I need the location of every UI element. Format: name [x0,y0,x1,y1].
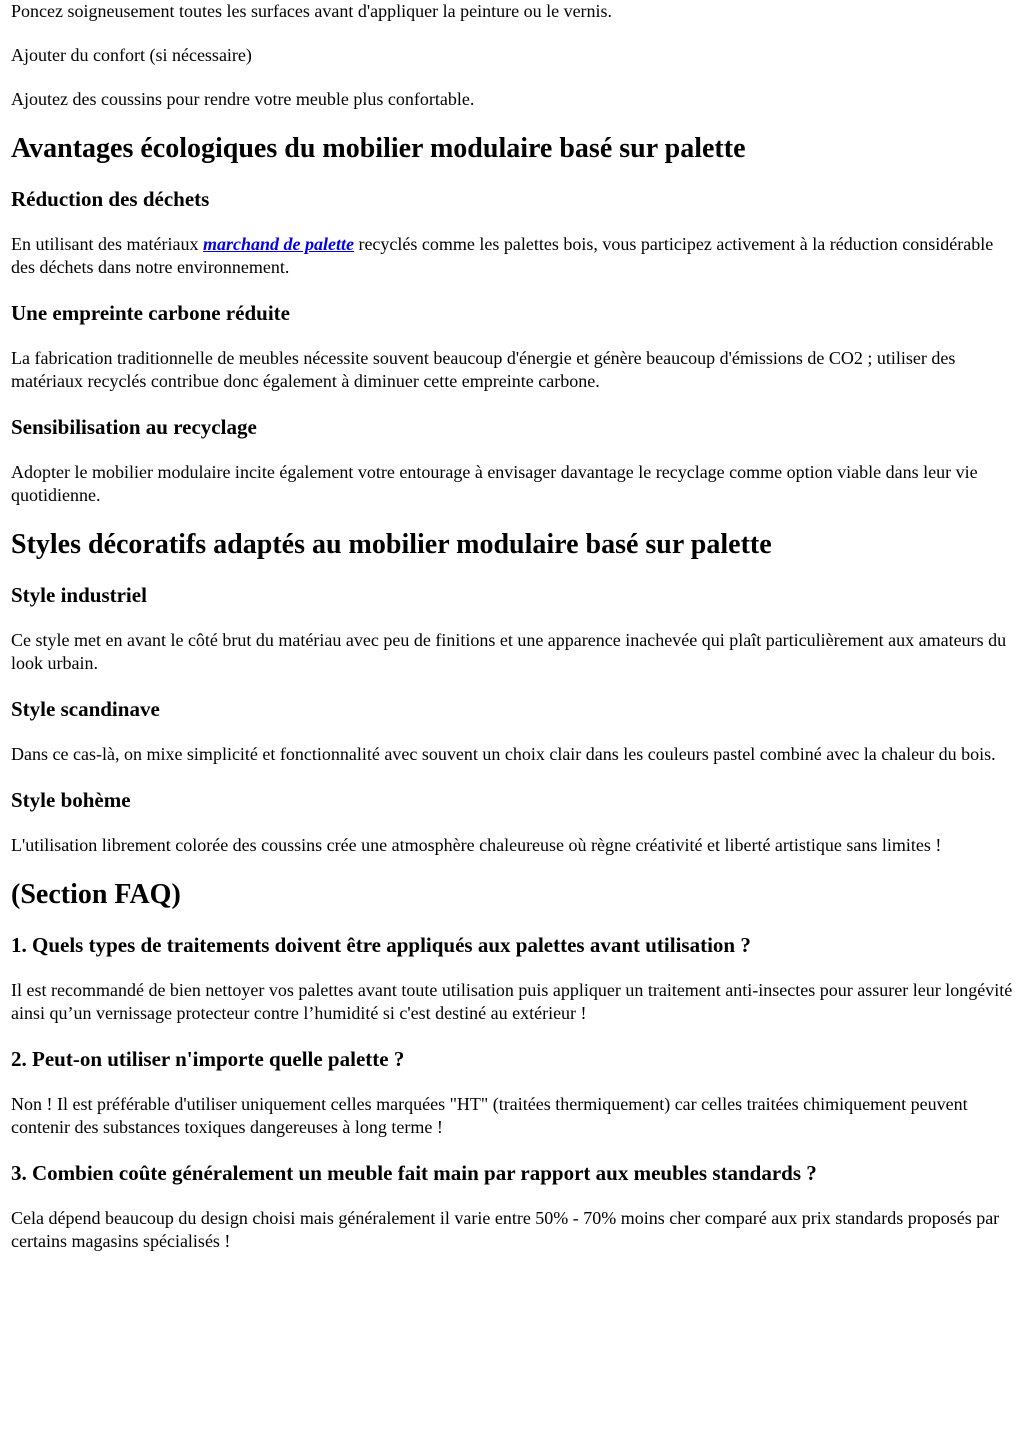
faq-answer-2: Non ! Il est préférable d'utiliser uniquement celles marquées "HT" (traitées thermiquement) car celles traitées chimiquement peuvent contenir des substances toxiques dangereuses à long terme ! [11,1094,968,1137]
waste-text-before: En utilisant des matériaux [11,234,203,254]
faq-question-1: 1. Quels types de traitements doivent être appliqués aux palettes avant utilisation ? [11,933,751,957]
paragraph-scandinavian: Dans ce cas-là, on mixe simplicité et fonctionnalité avec souvent un choix clair dans les couleurs pastel combiné avec la chaleur du bois. [11,744,996,764]
paragraph-boho: L'utilisation librement colorée des coussins crée une atmosphère chaleureuse où règne créativité et liberté artistique sans limites ! [11,835,942,855]
faq-answer-3: Cela dépend beaucoup du design choisi mais généralement il varie entre 50% - 70% moins cher comparé aux prix standards proposés par certains magasins spécialisés ! [11,1208,1000,1251]
faq-answer-1: Il est recommandé de bien nettoyer vos palettes avant toute utilisation puis appliquer un traitement anti-insectes pour assurer leur longévité ainsi qu’un vernissage protecteur contre l’humidité si c'est destiné au extérieur ! [11,980,1013,1023]
section-title-faq: (Section FAQ) [11,879,181,910]
paragraph-waste [11,233,1014,279]
subsection-title-boho: Style bohème [11,788,131,812]
section-title-styles: Styles décoratifs adaptés au mobilier modulaire basé sur palette [11,529,772,560]
section-title-eco: Avantages écologiques du mobilier modulaire basé sur palette [11,133,746,164]
marchand-de-palette-link[interactable]: marchand de palette [202,234,354,254]
intro-paragraph-cushions: Ajoutez des coussins pour rendre votre meuble plus confortable. [11,89,475,109]
subsection-title-awareness: Sensibilisation au recyclage [11,415,257,439]
intro-paragraph-sanding: Poncez soigneusement toutes les surfaces avant d'appliquer la peinture ou le vernis. [11,1,613,21]
intro-paragraph-comfort-heading: Ajouter du confort (si nécessaire) [11,45,252,65]
paragraph-awareness: Adopter le mobilier modulaire incite également votre entourage à envisager davantage le recyclage comme option viable dans leur vie quotidienne. [11,462,978,505]
subsection-title-scandinavian: Style scandinave [11,697,160,721]
subsection-title-carbon: Une empreinte carbone réduite [11,301,290,325]
paragraph-industrial: Ce style met en avant le côté brut du matériau avec peu de finitions et une apparence inachevée qui plaît particulièrement aux amateurs du look urbain. [11,630,1007,673]
faq-question-2: 2. Peut-on utiliser n'importe quelle palette ? [11,1047,405,1071]
faq-question-3: 3. Combien coûte généralement un meuble fait main par rapport aux meubles standards ? [11,1161,817,1185]
paragraph-carbon: La fabrication traditionnelle de meubles nécessite souvent beaucoup d'énergie et génère beaucoup d'émissions de CO2 ; utiliser des matériaux recyclés contribue donc également à diminuer cette empreinte carbone. [11,348,956,391]
waste-text-after: recyclés comme les palettes bois, vous participez activement à la réduction considérable des déchets dans notre environnement. [11,234,994,277]
subsection-title-industrial: Style industriel [11,583,147,607]
subsection-title-waste: Réduction des déchets [11,187,210,211]
